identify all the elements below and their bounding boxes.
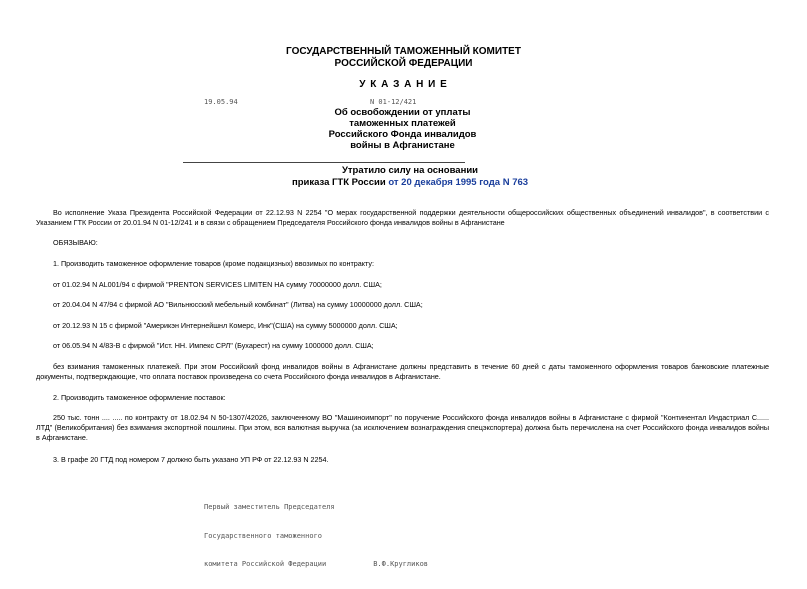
document-title [300,107,505,151]
title-line-3: Российского Фонда инвалидов [328,129,477,140]
contract-2: от 20.04.04 N 47/94 с фирмой АО "Вильнюсский мебельный комбинат" (Литва) на сумму 10000000 долл. США; [53,300,423,309]
item-3: 3. В графе 20 ГТД под номером 7 должно быть указано УП РФ от 22.12.93 N 2254. [53,455,329,464]
signature-position: комитета Российской Федерации [204,560,327,568]
separator-line [183,162,465,163]
contract-4: от 06.05.94 N 4/83-В с фирмой "Ист. НН. Импекс СРЛ" (Бухарест) на сумму 1000000 долл. США; [53,341,374,350]
title-line-2: таможенных платежей [349,118,456,129]
repeal-line-2 [260,177,560,189]
repeal-note [260,165,560,189]
title-line-1: Об освобождении от уплаты [334,107,471,118]
repeal-order-link[interactable]: от 20 декабря 1995 года N 763 [388,177,529,188]
document-type: У К А З А Н И Е [359,79,448,90]
signature-line-1: Первый заместитель Председателя [204,503,335,511]
contract-1: от 01.02.94 N AL001/94 с фирмой "PRENTON SERVICES LIMITEN НА сумму 70000000 долл. США; [53,280,382,289]
signature-block [204,484,428,589]
signature-line-2: Государственного таможенного [204,531,323,540]
intro-paragraph: Во исполнение Указа Президента Российской Федерации от 22.12.93 N 2254 "О мерах государственной поддержки деятельности общероссийских общественных объединений инвалидов", в соответствии с Указанием ГТК России от 20.01.94 N 01-12/241 и в связи с обращением Председателя Российского фонда инвалидов войны в Афганистане [36,208,769,227]
item-2: 2. Производить таможенное оформление поставок: [53,393,226,402]
title-line-4: войны в Афганистане [350,140,455,151]
document-date: 19.05.94 [204,98,238,106]
obligate-heading: ОБЯЗЫВАЮ: [53,238,98,247]
supply-paragraph: 250 тыс. тонн .... ..... по контракту от 18.02.94 N 50-1307/42026, заключенному ВО "Машиноимпорт" по поручение Российского фонда инвалидов войны в Афганистане с фирмой "Континентал Индастриал С...... ЛТД" (Великобритания) без взимания экспортной пошлины. При этом, вся валютная выручка (за исключением вознаграждения спецэкспортера) должна быть перечислена на счет Российского фонда инвалидов войны в Афганистане. [36,413,769,442]
item-1: 1. Производить таможенное оформление товаров (кроме подакцизных) ввозимых по контракту: [53,259,374,268]
signatory-name: В.Ф.Кругликов [373,560,429,568]
document-number: N 01-12/421 [370,98,417,106]
contract-3: от 20.12.93 N 15 с фирмой "Америкэн Интернейшнл Комерс, Инк"(США) на сумму 5000000 долл. США; [53,321,398,330]
no-payments-paragraph: без взимания таможенных платежей. При этом Российский фонд инвалидов войны в Афганистане должны представить в течение 60 дней с даты таможенного оформления товаров банковские платежные документы, подтверждающие, что оплата поставок произведена со счета Российского фонда инвалидов в Афганистане. [36,362,769,381]
repeal-prefix: приказа ГТК России [291,177,386,188]
issuer-line-2: РОССИЙСКОЙ ФЕДЕРАЦИИ [334,58,473,69]
issuer-line-1: ГОСУДАРСТВЕННЫЙ ТАМОЖЕННЫЙ КОМИТЕТ [286,46,521,57]
signature-line-3 [204,560,428,570]
repeal-line-1: Утратило силу на основании [341,165,479,176]
